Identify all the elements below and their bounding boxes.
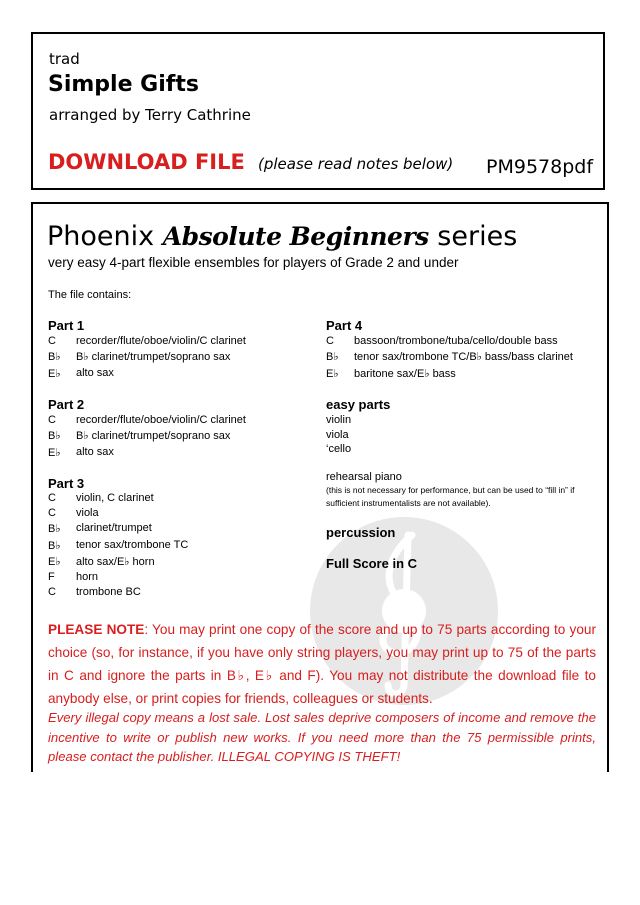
series-subtitle: very easy 4-part flexible ensembles for players of Grade 2 and under: [48, 255, 459, 270]
part4-inst-2: tenor sax/trombone TC/B♭ bass/bass clarinet: [354, 351, 573, 363]
rehearsal-piano-title: rehearsal piano: [326, 471, 402, 483]
series-heading: [47, 221, 517, 252]
part3-key-7: C: [48, 586, 56, 598]
easy-part-1: violin: [326, 414, 352, 426]
part1-key-3: E♭: [48, 368, 61, 380]
download-note: (please read notes below): [258, 155, 454, 173]
part3-inst-3: clarinet/trumpet: [76, 522, 152, 534]
contains-label: The file contains:: [48, 289, 132, 301]
part2-key-1: C: [48, 414, 56, 426]
part4-key-2: B♭: [326, 351, 339, 363]
part3-inst-6: horn: [76, 571, 99, 583]
please-note-label: PLEASE NOTE: [48, 622, 145, 637]
part2-inst-3: alto sax: [76, 446, 114, 458]
part3-key-5: E♭: [48, 556, 61, 568]
easy-parts-title: easy parts: [326, 397, 391, 412]
content-box: [31, 202, 609, 772]
please-note-paragraph: [48, 618, 596, 710]
series-name: Absolute Beginners: [162, 222, 429, 251]
part1-key-1: C: [48, 335, 56, 347]
part2-key-3: E♭: [48, 447, 61, 459]
part4-inst-1: bassoon/trombone/tuba/cello/double bass: [354, 335, 558, 347]
series-prefix: Phoenix: [47, 221, 155, 252]
piece-title: Simple Gifts: [48, 72, 199, 97]
easy-part-2: viola: [326, 429, 349, 441]
part3-key-2: C: [48, 507, 56, 519]
part4-inst-3: baritone sax/E♭ bass: [354, 368, 456, 380]
please-note-text: : You may print one copy of the score and up to 75 parts according to your choice (so, for instance, if you have only string players, you may print up to 75 of the parts in C and ignore the parts in B♭, E♭ and F). You may not distribute the download file to anybody else, or print copies for friends, colleagues or students.: [48, 622, 596, 706]
part3-title: Part 3: [48, 476, 85, 491]
part3-key-3: B♭: [48, 523, 61, 535]
part2-title: Part 2: [48, 397, 85, 412]
part3-inst-7: trombone BC: [76, 586, 141, 598]
part4-title: Part 4: [326, 318, 363, 333]
part1-inst-3: alto sax: [76, 367, 114, 379]
part3-inst-4: tenor sax/trombone TC: [76, 539, 189, 551]
part2-inst-2: B♭ clarinet/trumpet/soprano sax: [76, 430, 231, 442]
full-score-label: Full Score in C: [326, 556, 418, 571]
part3-inst-1: violin, C clarinet: [76, 492, 154, 504]
part3-key-6: F: [48, 571, 55, 583]
part1-inst-2: B♭ clarinet/trumpet/soprano sax: [76, 351, 231, 363]
part2-key-2: B♭: [48, 430, 61, 442]
part3-key-1: C: [48, 492, 56, 504]
header-box: [31, 32, 605, 190]
part3-key-4: B♭: [48, 540, 61, 552]
part2-inst-1: recorder/flute/oboe/violin/C clarinet: [76, 414, 246, 426]
composer: trad: [49, 50, 80, 68]
product-code: PM9578pdf: [486, 156, 594, 178]
part1-inst-1: recorder/flute/oboe/violin/C clarinet: [76, 335, 246, 347]
part3-inst-5: alto sax/E♭ horn: [76, 556, 155, 568]
part1-title: Part 1: [48, 318, 85, 333]
rehearsal-piano-note: (this is not necessary for performance, but can be used to “fill in” if sufficient instrumentalists are not available).: [326, 485, 575, 508]
part1-key-2: B♭: [48, 351, 61, 363]
series-suffix: series: [437, 221, 518, 252]
part3-inst-2: viola: [76, 507, 99, 519]
easy-part-3: ‘cello: [326, 443, 352, 455]
part4-key-1: C: [326, 335, 334, 347]
part4-key-3: E♭: [326, 368, 339, 380]
download-file-link[interactable]: DOWNLOAD FILE: [48, 150, 245, 174]
illegal-copy-warning: Every illegal copy means a lost sale. Lost sales deprive composers of income and remove the incentive to write or publish new works. If you need more than the 75 permissible prints, please contact the publisher. ILLEGAL COPYING IS THEFT!: [48, 710, 596, 764]
percussion-label: percussion: [326, 525, 396, 540]
arranger: arranged by Terry Cathrine: [49, 106, 251, 124]
